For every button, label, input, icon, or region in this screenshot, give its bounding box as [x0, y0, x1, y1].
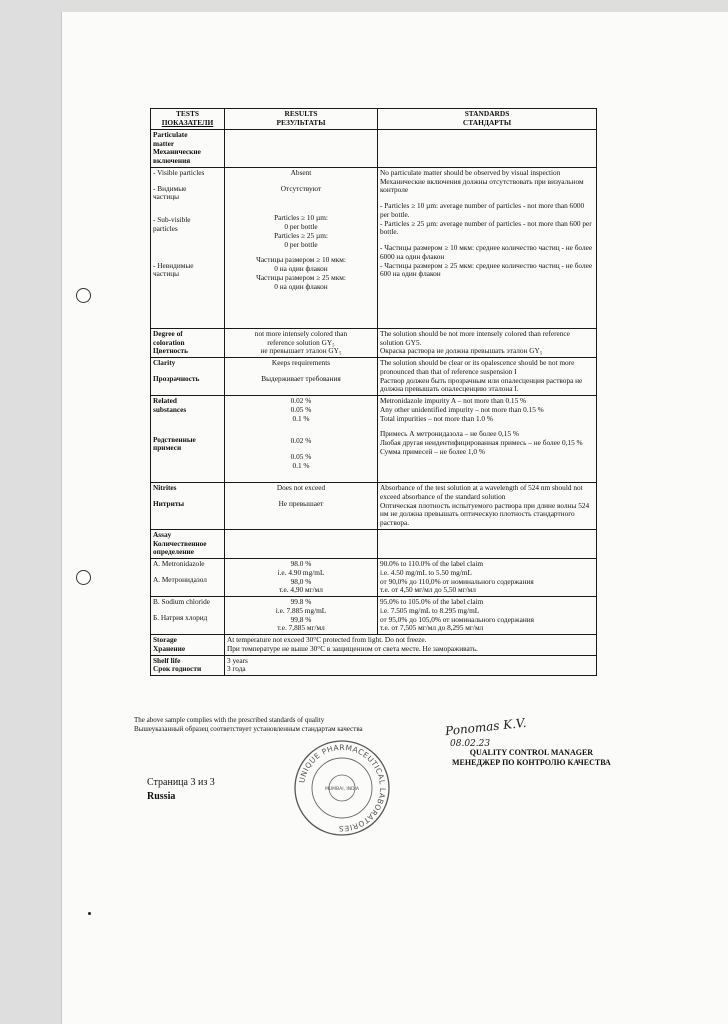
punch-hole-upper — [76, 288, 91, 303]
clarity-results-cell: Keeps requirements Выдерживает требования — [225, 358, 378, 396]
punch-hole-lower — [76, 570, 91, 585]
certificate-table — [150, 108, 597, 676]
header-standards: STANDARDS СТАНДАРТЫ — [378, 109, 597, 130]
related-test-cell: Related substances Родственные примеси — [151, 396, 225, 483]
table-row — [151, 529, 597, 558]
table-row — [151, 559, 597, 597]
qc-manager-title: QUALITY CONTROL MANAGER МЕНЕДЖЕР ПО КОНТРОЛЮ КАЧЕСТВА — [452, 748, 611, 768]
metronidazole-standards-cell: 90.0% to 110.0% of the label claim i.e. 4.50 mg/mL to 5.50 mg/mL от 90,0% до 110,0% от номинального содержания т.е. от 4,50 мг/мл до 5,50 мг/мл — [378, 559, 597, 597]
table-row — [151, 635, 597, 656]
table-row — [151, 655, 597, 676]
nitrites-standards-cell: Absorbance of the test solution at a wavelength of 524 nm should not exceed absorbance of the standard solution Оптическая плотность испытуемого раствора при длине волны 524 нм не должна превышать оптическую плотность стандартного раствора. — [378, 483, 597, 530]
coloration-standards-cell: The solution should be not more intensely colored than reference solution GY5. Окраска раствора не должна превышать эталон GY₅ — [378, 328, 597, 357]
compliance-statement — [134, 716, 434, 734]
table-row — [151, 167, 597, 328]
nitrites-results-cell: Does not exceed Не превышает — [225, 483, 378, 530]
signature: Ponomas K.V. — [444, 715, 527, 739]
country: Russia — [147, 790, 176, 802]
sodium-chloride-results-cell: 99.8 % i.e. 7.885 mg/mL 99,8 % т.е. 7,885 мг/мл — [225, 597, 378, 635]
company-seal-stamp — [292, 738, 392, 838]
nitrites-test-cell: Nitrites Нитриты — [151, 483, 225, 530]
table-row — [151, 597, 597, 635]
sodium-chloride-test-cell: B. Sodium chloride Б. Натрия хлорид — [151, 597, 225, 635]
particulate-standards-cell: No particulate matter should be observed by visual inspection Механические включения должны отсутствовать при визуальном контроле - Particles ≥ 10 µm: average number of particles - not more than 6000 per bottle. - Particles ≥ 25 µm: average number of particles - not more than 600 per bottle. - Частицы размером ≥ 10 мкм: среднее количество частиц - не более 6000 на один флакон - Частицы размером ≥ 25 мкм: среднее количество частиц - не более 600 на один флакон — [378, 167, 597, 328]
particulate-title-cell: Particulate matter Механические включения — [151, 129, 225, 167]
table-header-row — [151, 109, 597, 130]
page-number: Страница 3 из 3 — [147, 777, 215, 788]
empty-cell — [378, 129, 597, 167]
related-results-cell: 0.02 % 0.05 % 0.1 % 0.02 % 0.05 % 0.1 % — [225, 396, 378, 483]
header-tests: TESTS ПОКАЗАТЕЛИ — [151, 109, 225, 130]
related-standards-cell: Metronidazole impurity A – not more than 0.15 % Any other unidentified impurity – not more than 0.15 % Total impurities – not more than 1.0 % Примесь А метронидазола – не более 0,15 % Любая другая неидентифицированная примесь – не более 0,15 % Сумма примесей – не более 1,0 % — [378, 396, 597, 483]
sodium-chloride-standards-cell: 95.0% to 105.0% of the label claim i.e. 7.505 mg/mL to 8.295 mg/mL от 95,0% до 105,0% от номинального содержания т.е. от 7,505 мг/мл до 8,295 мг/мл — [378, 597, 597, 635]
compliance-ru: Вышеуказанный образец соответствует установленным стандартам качества — [134, 724, 363, 733]
table-row — [151, 483, 597, 530]
compliance-en: The above sample complies with the prescribed standards of quality — [134, 716, 325, 724]
assay-title-cell: Assay Количественное определение — [151, 529, 225, 558]
header-results: RESULTS РЕЗУЛЬТАТЫ — [225, 109, 378, 130]
speck — [88, 912, 91, 915]
shelf-life-value-cell: 3 years 3 года — [225, 655, 597, 676]
clarity-test-cell: Clarity Прозрачность — [151, 358, 225, 396]
storage-test-cell: Storage Хранение — [151, 635, 225, 656]
coloration-test-cell: Degree of coloration Цветность — [151, 328, 225, 357]
page-info — [147, 776, 215, 803]
clarity-standards-cell: The solution should be clear or its opalescence should be not more pronounced than that of reference suspension I Раствор должен быть прозрачным или опалесценция раствора не должна превышать опалесценцию эталона I. — [378, 358, 597, 396]
table-row — [151, 328, 597, 357]
coloration-results-cell: not more intensely colored than reference solution GY₅ не превышает эталон GY₅ — [225, 328, 378, 357]
shelf-life-test-cell: Shelf life Срок годности — [151, 655, 225, 676]
table-row — [151, 129, 597, 167]
signature-date: 08.02.23 — [450, 739, 491, 749]
metronidazole-results-cell: 98.0 % i.e. 4.90 mg/mL 98,0 % т.е. 4,90 мг/мл — [225, 559, 378, 597]
svg-text:UNIQUE PHARMACEUTICAL LABORATO: UNIQUE PHARMACEUTICAL LABORATORIES — [297, 742, 388, 834]
particulate-test-cell: - Visible particles - Видимые частицы - Sub-visible particles - Невидимые частицы — [151, 167, 225, 328]
particulate-results-cell: Absent Отсутствуют Particles ≥ 10 µm: 0 per bottle Particles ≥ 25 µm: 0 per bottle Частицы размером ≥ 10 мкм: 0 на один флакон Частицы размером ≥ 25 мкм: 0 на один флакон — [225, 167, 378, 328]
svg-text:MUMBAI, INDIA: MUMBAI, INDIA — [325, 787, 359, 792]
empty-cell — [378, 529, 597, 558]
metronidazole-test-cell: A. Metronidazole А. Метронидазол — [151, 559, 225, 597]
table-row — [151, 358, 597, 396]
storage-value-cell: At temperature not exceed 30°C protected from light. Do not freeze. При температуре не выше 30°С в защищенном от света месте. Не замораживать. — [225, 635, 597, 656]
table-row — [151, 396, 597, 483]
empty-cell — [225, 529, 378, 558]
empty-cell — [225, 129, 378, 167]
